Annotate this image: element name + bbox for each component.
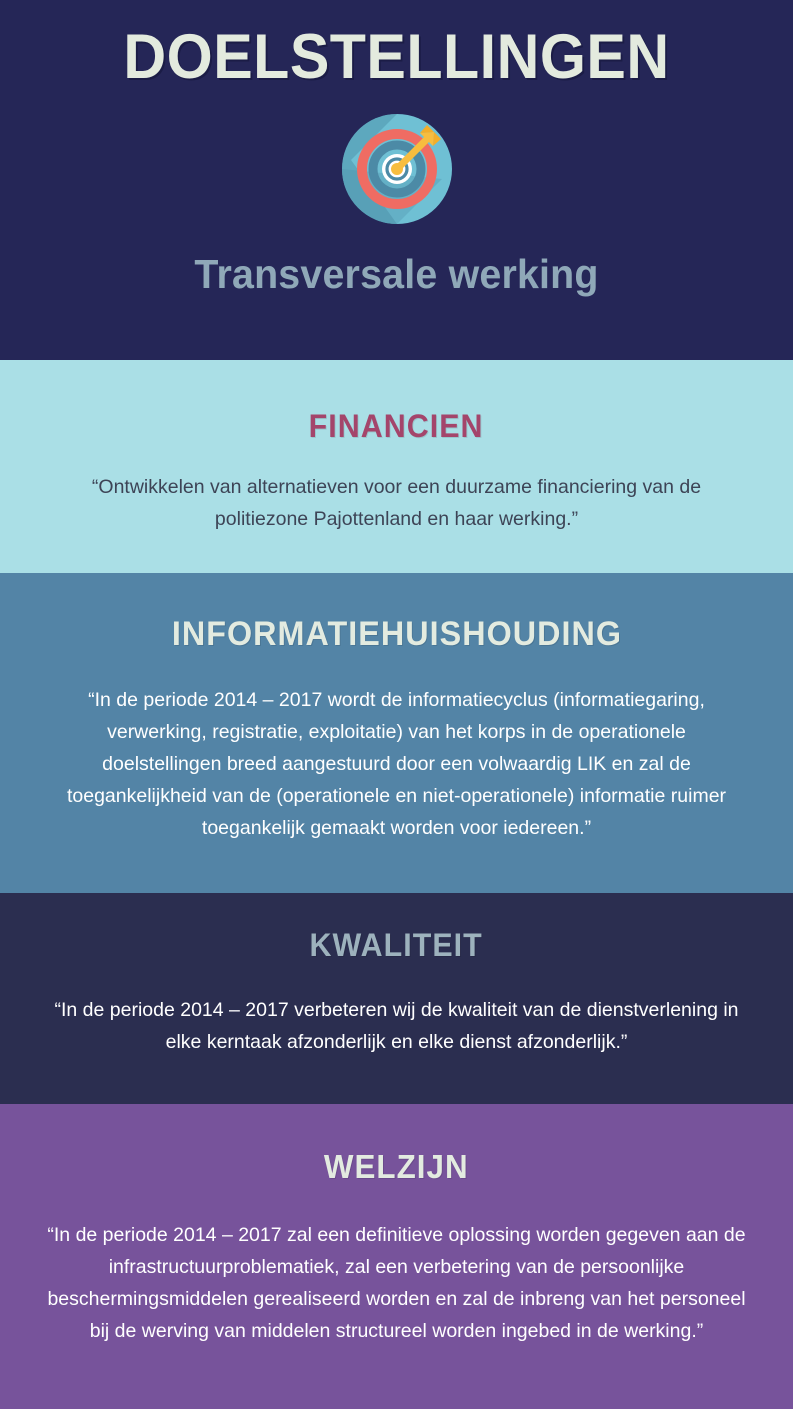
section-heading-welzijn: WELZIJN: [324, 1148, 469, 1185]
section-body-welzijn: “In de periode 2014 – 2017 zal een definitieve oplossing worden gegeven aan de infrastructuurproblematiek, zal een verbetering van de persoonlijke beschermingsmiddelen gerealiseerd worden en zal de inbreng van het personeel bij de werving van middelen structureel worden ingebed in de werking.”: [47, 1224, 746, 1342]
section-heading-informatiehuishouding: INFORMATIEHUISHOUDING: [171, 615, 622, 653]
section-informatiehuishouding: [0, 573, 793, 893]
section-body-kwaliteit: “In de periode 2014 – 2017 verbeteren wij de kwaliteit van de dienstverlening in elke kerntaak afzonderlijk en elke dienst afzonderlijk.”: [54, 999, 739, 1053]
section-body-financien: “Ontwikkelen van alternatieven voor een duurzame financiering van de politiezone Pajottenland en haar werking.”: [91, 476, 702, 530]
target-bullseye-icon: [341, 113, 453, 225]
target-bullseye-svg: [341, 113, 453, 225]
page-title: DOELSTELLINGEN: [123, 22, 670, 92]
section-body-informatiehuishouding: “In de periode 2014 – 2017 wordt de informatiecyclus (informatiegaring, verwerking, registratie, exploitatie) van het korps in de operationele doelstellingen breed aangestuurd door een volwaardig LIK en zal de toegankelijkheid van de (operationele en niet-operationele) informatie ruimer toegankelijk gemaakt worden voor iedereen.”: [66, 689, 727, 839]
section-heading-financien: FINANCIEN: [309, 408, 484, 444]
section-heading-kwaliteit: KWALITEIT: [309, 927, 484, 963]
section-financien: [0, 360, 793, 573]
page-subtitle: Transversale werking: [194, 251, 599, 297]
section-welzijn: [0, 1104, 793, 1409]
header-banner: [0, 0, 793, 360]
section-kwaliteit: [0, 893, 793, 1104]
